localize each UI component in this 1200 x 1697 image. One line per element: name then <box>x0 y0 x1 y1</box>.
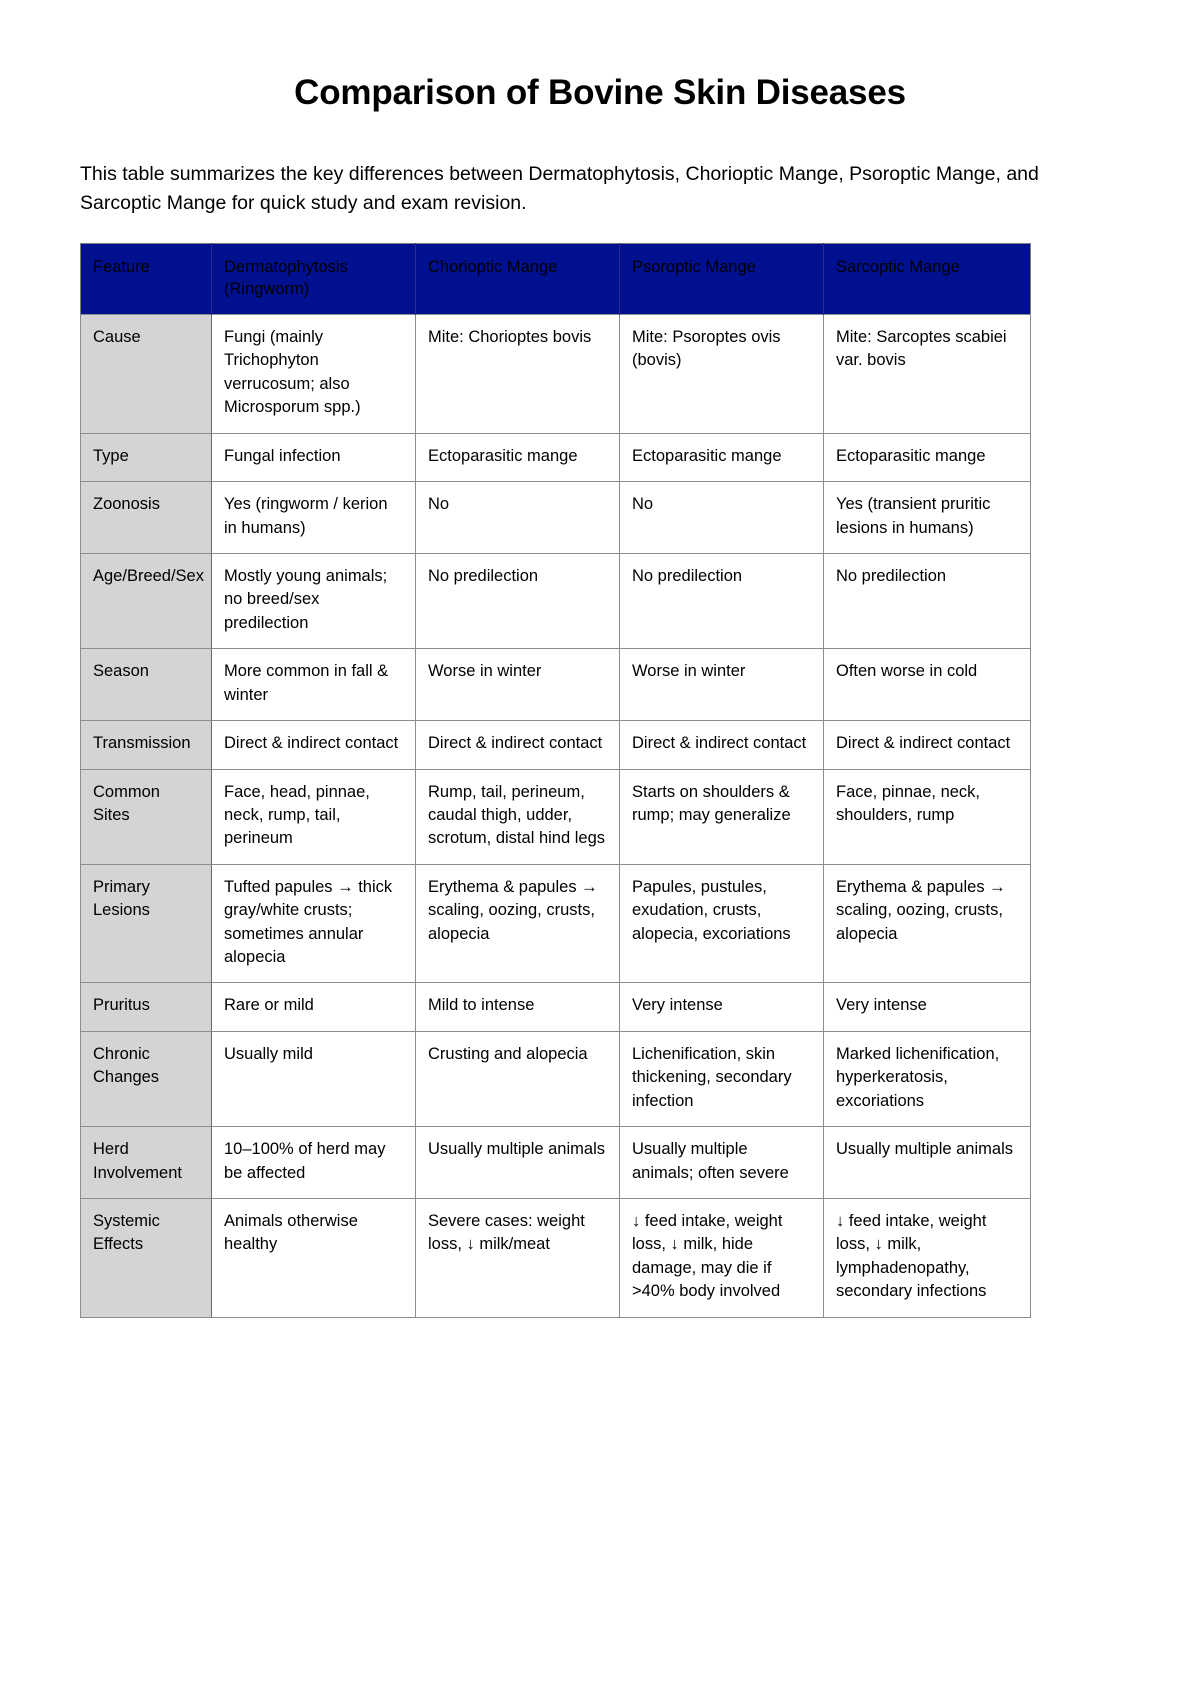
cell-sarcoptic-mange: Ectoparasitic mange <box>824 433 1031 481</box>
intro-paragraph: This table summarizes the key differences between Dermatophytosis, Chorioptic Mange, Psoroptic Mange, and Sarcoptic Mange for quick study and exam revision. <box>80 163 1039 215</box>
cell-chorioptic-mange: Mite: Chorioptes bovis <box>416 315 620 434</box>
cell-dermatophytosis: Animals otherwise healthy <box>212 1199 416 1318</box>
cell-dermatophytosis: Tufted papules → thick gray/white crusts; sometimes annular alopecia <box>212 864 416 983</box>
table-row <box>81 721 1031 769</box>
column-header-sarcoptic-mange: Sarcoptic Mange <box>824 243 1031 315</box>
table-row <box>81 983 1031 1031</box>
comparison-table-container <box>0 219 1200 1318</box>
cell-chorioptic-mange: Worse in winter <box>416 649 620 721</box>
cell-sarcoptic-mange: Face, pinnae, neck, shoulders, rump <box>824 769 1031 864</box>
table-header-row <box>81 243 1031 315</box>
cell-sarcoptic-mange: Yes (transient pruritic lesions in humans) <box>824 482 1031 554</box>
cell-psoroptic-mange: Starts on shoulders & rump; may generalize <box>620 769 824 864</box>
cell-psoroptic-mange: Direct & indirect contact <box>620 721 824 769</box>
cell-sarcoptic-mange: Usually multiple animals <box>824 1127 1031 1199</box>
row-feature-label: Zoonosis <box>81 482 212 554</box>
cell-sarcoptic-mange: Mite: Sarcoptes scabiei var. bovis <box>824 315 1031 434</box>
cell-dermatophytosis: Fungi (mainly Trichophyton verrucosum; also Microsporum spp.) <box>212 315 416 434</box>
cell-psoroptic-mange: Usually multiple animals; often severe <box>620 1127 824 1199</box>
cell-chorioptic-mange: Mild to intense <box>416 983 620 1031</box>
row-feature-label: Chronic Changes <box>81 1031 212 1126</box>
row-feature-label: Type <box>81 433 212 481</box>
cell-chorioptic-mange: Direct & indirect contact <box>416 721 620 769</box>
cell-chorioptic-mange: Crusting and alopecia <box>416 1031 620 1126</box>
cell-sarcoptic-mange: Very intense <box>824 983 1031 1031</box>
column-header-dermatophytosis: Dermatophytosis (Ringworm) <box>212 243 416 315</box>
cell-sarcoptic-mange: No predilection <box>824 553 1031 648</box>
cell-psoroptic-mange: No predilection <box>620 553 824 648</box>
cell-dermatophytosis: Usually mild <box>212 1031 416 1126</box>
row-feature-label: Primary Lesions <box>81 864 212 983</box>
cell-psoroptic-mange: ↓ feed intake, weight loss, ↓ milk, hide damage, may die if >40% body involved <box>620 1199 824 1318</box>
row-feature-label: Cause <box>81 315 212 434</box>
table-row <box>81 553 1031 648</box>
cell-psoroptic-mange: Very intense <box>620 983 824 1031</box>
column-header-feature: Feature <box>81 243 212 315</box>
cell-chorioptic-mange: Usually multiple animals <box>416 1127 620 1199</box>
cell-chorioptic-mange: Erythema & papules → scaling, oozing, crusts, alopecia <box>416 864 620 983</box>
column-header-psoroptic-mange: Psoroptic Mange <box>620 243 824 315</box>
cell-psoroptic-mange: Worse in winter <box>620 649 824 721</box>
cell-sarcoptic-mange: Marked lichenification, hyperkeratosis, excoriations <box>824 1031 1031 1126</box>
page-title: Comparison of Bovine Skin Diseases <box>294 73 906 112</box>
cell-dermatophytosis: Yes (ringworm / kerion in humans) <box>212 482 416 554</box>
cell-sarcoptic-mange: Erythema & papules → scaling, oozing, crusts, alopecia <box>824 864 1031 983</box>
table-row <box>81 649 1031 721</box>
table-row <box>81 864 1031 983</box>
cell-sarcoptic-mange: Direct & indirect contact <box>824 721 1031 769</box>
cell-chorioptic-mange: No <box>416 482 620 554</box>
cell-sarcoptic-mange: ↓ feed intake, weight loss, ↓ milk, lymphadenopathy, secondary infections <box>824 1199 1031 1318</box>
cell-psoroptic-mange: No <box>620 482 824 554</box>
cell-psoroptic-mange: Lichenification, skin thickening, secondary infection <box>620 1031 824 1126</box>
cell-dermatophytosis: Rare or mild <box>212 983 416 1031</box>
table-row <box>81 433 1031 481</box>
cell-psoroptic-mange: Papules, pustules, exudation, crusts, alopecia, excoriations <box>620 864 824 983</box>
row-feature-label: Age/Breed/Sex <box>81 553 212 648</box>
table-row <box>81 769 1031 864</box>
cell-dermatophytosis: Face, head, pinnae, neck, rump, tail, perineum <box>212 769 416 864</box>
cell-chorioptic-mange: Ectoparasitic mange <box>416 433 620 481</box>
table-row <box>81 1199 1031 1318</box>
cell-dermatophytosis: Direct & indirect contact <box>212 721 416 769</box>
table-body <box>81 315 1031 1318</box>
row-feature-label: Systemic Effects <box>81 1199 212 1318</box>
cell-chorioptic-mange: Severe cases: weight loss, ↓ milk/meat <box>416 1199 620 1318</box>
row-feature-label: Season <box>81 649 212 721</box>
cell-dermatophytosis: 10–100% of herd may be affected <box>212 1127 416 1199</box>
cell-sarcoptic-mange: Often worse in cold <box>824 649 1031 721</box>
cell-dermatophytosis: Mostly young animals; no breed/sex predilection <box>212 553 416 648</box>
table-row <box>81 1031 1031 1126</box>
bovine-skin-disease-comparison-table <box>80 243 1031 1318</box>
cell-chorioptic-mange: Rump, tail, perineum, caudal thigh, udder, scrotum, distal hind legs <box>416 769 620 864</box>
row-feature-label: Common Sites <box>81 769 212 864</box>
cell-dermatophytosis: More common in fall & winter <box>212 649 416 721</box>
row-feature-label: Herd Involvement <box>81 1127 212 1199</box>
row-feature-label: Pruritus <box>81 983 212 1031</box>
row-feature-label: Transmission <box>81 721 212 769</box>
cell-psoroptic-mange: Mite: Psoroptes ovis (bovis) <box>620 315 824 434</box>
table-row <box>81 482 1031 554</box>
cell-psoroptic-mange: Ectoparasitic mange <box>620 433 824 481</box>
cell-dermatophytosis: Fungal infection <box>212 433 416 481</box>
cell-chorioptic-mange: No predilection <box>416 553 620 648</box>
table-head <box>81 243 1031 315</box>
column-header-chorioptic-mange: Chorioptic Mange <box>416 243 620 315</box>
table-row <box>81 1127 1031 1199</box>
table-row <box>81 315 1031 434</box>
